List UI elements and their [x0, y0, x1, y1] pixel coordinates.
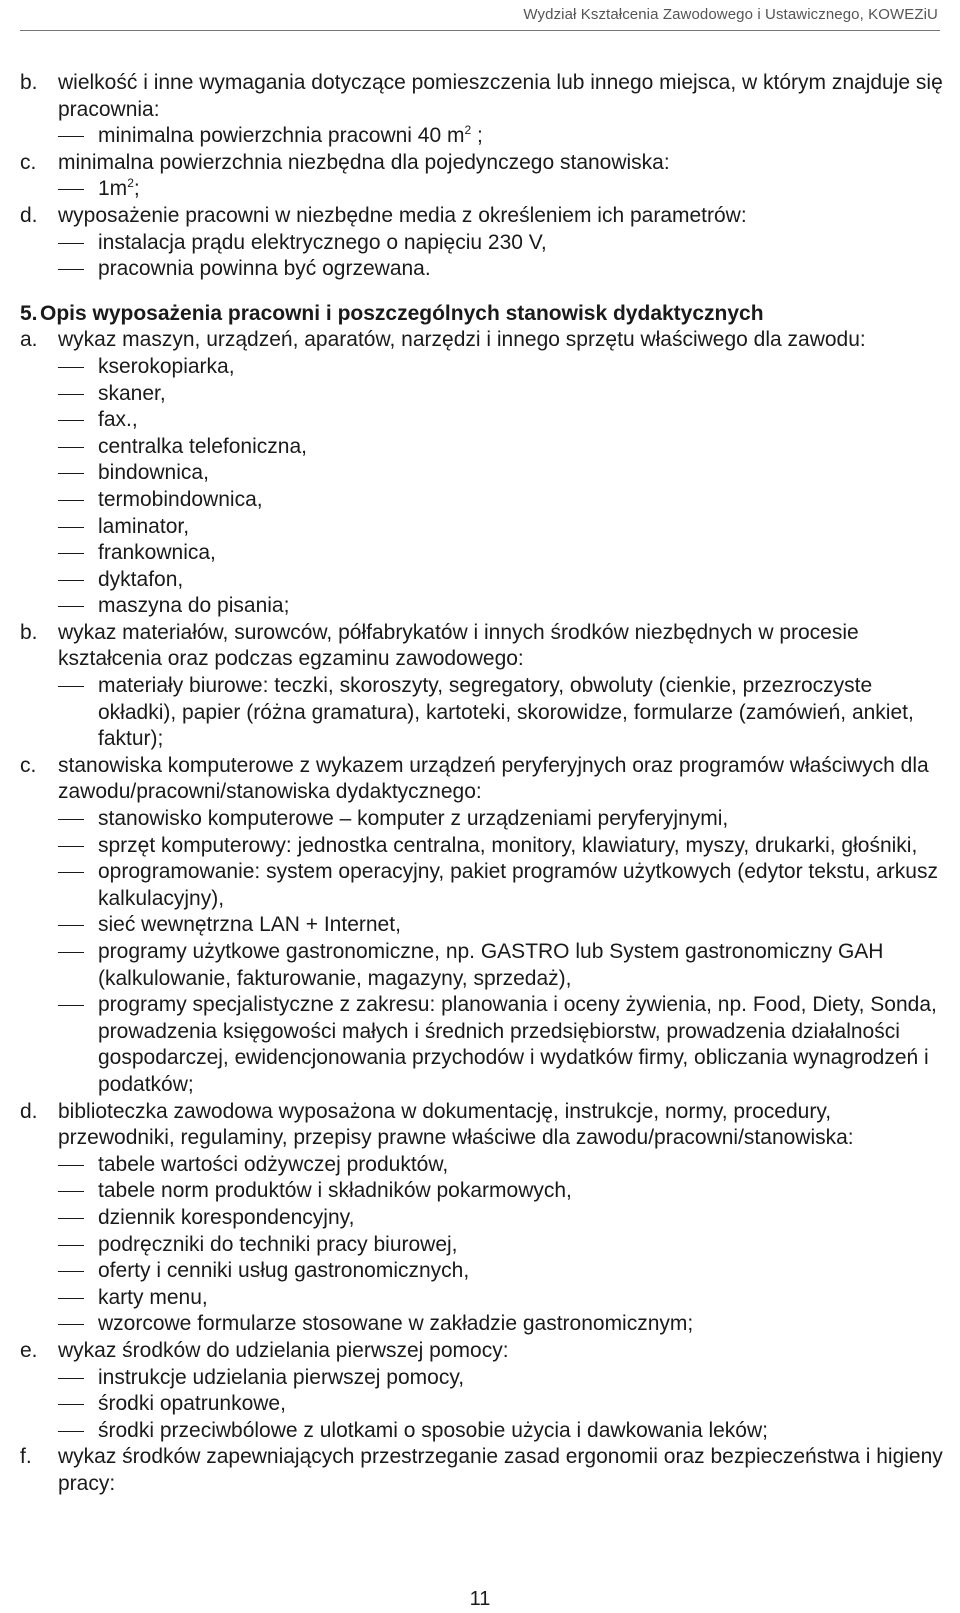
dash-bullet	[58, 269, 84, 270]
item-text: wykaz maszyn, urządzeń, aparatów, narzędzi i innego sprzętu właściwego dla zawodu:	[58, 328, 866, 352]
dash-list-item	[20, 381, 950, 408]
dash-bullet	[58, 527, 84, 528]
dash-bullet	[58, 686, 84, 687]
dash-bullet	[58, 580, 84, 581]
dash-item-text: termobindownica,	[98, 487, 263, 511]
dash-item-text: sieć wewnętrzna LAN + Internet,	[98, 913, 401, 937]
item-text: wyposażenie pracowni w niezbędne media z określeniem ich parametrów:	[58, 203, 747, 227]
dash-item-text: fax.,	[98, 408, 138, 432]
dash-list-item	[20, 1232, 950, 1259]
lettered-item	[20, 1338, 950, 1365]
dash-list-item	[20, 256, 950, 283]
dash-bullet	[58, 1191, 84, 1192]
dash-list-item	[20, 123, 950, 150]
dash-item-text: środki przeciwbólowe z ulotkami o sposobie użycia i dawkowania leków;	[98, 1418, 768, 1442]
superscript: 2	[464, 123, 472, 138]
dash-list-item	[20, 1205, 950, 1232]
page-number: 11	[469, 1588, 491, 1610]
dash-bullet	[58, 553, 84, 554]
dash-item-text: programy użytkowe gastronomiczne, np. GASTRO lub System gastronomiczny GAH (kalkulowanie, fakturowanie, magazyny, sprzedaż),	[98, 940, 884, 990]
dash-bullet	[58, 606, 84, 607]
dash-item-text: dziennik korespondencyjny,	[98, 1205, 355, 1229]
dash-item-text: dyktafon,	[98, 567, 184, 591]
dash-list-item	[20, 407, 950, 434]
dash-bullet	[58, 447, 84, 448]
dash-bullet	[58, 1404, 84, 1405]
dash-item-text: minimalna powierzchnia pracowni 40 $m^2$ ;	[98, 123, 483, 148]
item-text: wykaz środków zapewniających przestrzeganie zasad ergonomii oraz bezpieczeństwa i higieny pracy:	[58, 1445, 943, 1495]
dash-item-text: wzorcowe formularze stosowane w zakładzie gastronomicznym;	[98, 1312, 694, 1336]
dash-item-text: centralka telefoniczna,	[98, 434, 307, 458]
item-text: wykaz materiałów, surowców, półfabrykatów i innych środków niezbędnych w procesie kształcenia oraz podczas egzaminu zawodowego:	[58, 620, 859, 671]
dash-list-item	[20, 593, 950, 620]
dash-bullet	[58, 1005, 84, 1006]
dash-bullet	[58, 846, 84, 847]
dash-bullet	[58, 925, 84, 926]
dash-list-item	[20, 859, 950, 912]
dash-bullet	[58, 1324, 84, 1325]
dash-bullet	[58, 1378, 84, 1379]
dash-item-text: stanowisko komputerowe – komputer z urządzeniami peryferyjnymi,	[98, 807, 729, 831]
dash-list-item	[20, 540, 950, 567]
item-marker: d.	[20, 1099, 38, 1123]
dash-bullet	[58, 473, 84, 474]
item-text: stanowiska komputerowe z wykazem urządzeń peryferyjnych oraz programów właściwych dla zawodu/pracowni/stanowiska dydaktycznego:	[58, 753, 929, 804]
lettered-item	[20, 620, 950, 673]
dash-item-text: sprzęt komputerowy: jednostka centralna, monitory, klawiatury, myszy, drukarki, głośniki,	[98, 833, 918, 857]
dash-list-item	[20, 833, 950, 860]
dash-bullet	[58, 1271, 84, 1272]
document-body	[20, 70, 950, 1497]
dash-bullet	[58, 1245, 84, 1246]
dash-item-text: skaner,	[98, 381, 166, 405]
dash-bullet	[58, 1431, 84, 1432]
dash-item-text: środki opatrunkowe,	[98, 1392, 286, 1416]
dash-bullet	[58, 1298, 84, 1299]
dash-item-text: bindownica,	[98, 461, 209, 485]
dash-list-item	[20, 1178, 950, 1205]
dash-list-item	[20, 806, 950, 833]
lettered-item	[20, 753, 950, 806]
lettered-item	[20, 1099, 950, 1152]
lettered-item	[20, 203, 950, 230]
item-marker: a.	[20, 328, 38, 352]
dash-item-text: oferty i cenniki usług gastronomicznych,	[98, 1259, 470, 1283]
item-text: biblioteczka zawodowa wyposażona w dokumentację, instrukcje, normy, procedury, przewodniki, regulaminy, przepisy prawne właściwe dla zawodu/pracowni/stanowiska:	[58, 1099, 854, 1150]
superscript: 2	[127, 176, 134, 191]
item-marker: c.	[20, 753, 37, 777]
dash-item-text: $1m^2$;	[98, 176, 140, 201]
lettered-item	[20, 327, 950, 354]
lettered-item	[20, 70, 950, 123]
running-header: Wydział Kształcenia Zawodowego i Ustawicznego, KOWEZiU	[523, 6, 938, 23]
dash-bullet	[58, 243, 84, 244]
dash-bullet	[58, 872, 84, 873]
dash-bullet	[58, 1218, 84, 1219]
dash-bullet	[58, 819, 84, 820]
item-text: minimalna powierzchnia niezbędna dla pojedynczego stanowiska:	[58, 150, 670, 174]
item-text: Opis wyposażenia pracowni i poszczególnych stanowisk dydaktycznych	[40, 301, 764, 325]
dash-item-text: instalacja prądu elektrycznego o napięciu 230 V,	[98, 230, 547, 254]
dash-list-item	[20, 1285, 950, 1312]
item-marker: c.	[20, 150, 37, 174]
dash-list-item	[20, 460, 950, 487]
item-marker: b.	[20, 71, 38, 94]
dash-bullet	[58, 394, 84, 395]
dash-list-item	[20, 176, 950, 203]
item-marker: b.	[20, 620, 38, 644]
item-text: wielkość i inne wymagania dotyczące pomieszczenia lub innego miejsca, w którym znajduje się pracownia:	[58, 71, 943, 121]
dash-list-item	[20, 939, 950, 992]
dash-bullet	[58, 1165, 84, 1166]
dash-item-text: podręczniki do techniki pracy biurowej,	[98, 1232, 458, 1256]
header-rule	[20, 30, 940, 31]
dash-list-item	[20, 1391, 950, 1418]
dash-list-item	[20, 912, 950, 939]
dash-item-text: programy specjalistyczne z zakresu: planowania i oceny żywienia, np. Food, Diety, Sonda, prowadzenia księgowości małych i średnich przedsiębiorstw, prowadzenia działalności gospodarczej, ewidencjonowania przychodów i wydatków firmy, obliczania wynagrodzeń i podatków;	[98, 993, 937, 1096]
dash-item-text: laminator,	[98, 514, 190, 538]
lettered-item	[20, 150, 950, 177]
dash-list-item	[20, 514, 950, 541]
dash-bullet	[58, 367, 84, 368]
dash-list-item	[20, 487, 950, 514]
dash-item-text: karty menu,	[98, 1285, 208, 1309]
dash-item-text: oprogramowanie: system operacyjny, pakiet programów użytkowych (edytor tekstu, arkusz kalkulacyjny),	[98, 860, 938, 910]
dash-list-item	[20, 1311, 950, 1338]
dash-list-item	[20, 1152, 950, 1179]
dash-list-item	[20, 1365, 950, 1392]
dash-list-item	[20, 1418, 950, 1445]
dash-item-text: materiały biurowe: teczki, skoroszyty, segregatory, obwoluty (cienkie, przezroczyste okładki), papier (różna gramatura), kartoteki, skorowidze, formularze (zamówień, ankiet, faktur);	[98, 674, 914, 751]
dash-list-item	[20, 434, 950, 461]
dash-item-text: kserokopiarka,	[98, 354, 235, 378]
dash-bullet	[58, 952, 84, 953]
dash-bullet	[58, 420, 84, 421]
dash-list-item	[20, 567, 950, 594]
dash-list-item	[20, 230, 950, 257]
dash-item-text: tabele wartości odżywczej produktów,	[98, 1152, 449, 1176]
lettered-item	[20, 1444, 950, 1497]
dash-item-text: instrukcje udzielania pierwszej pomocy,	[98, 1365, 465, 1389]
dash-list-item	[20, 1258, 950, 1285]
item-marker: e.	[20, 1338, 38, 1362]
dash-list-item	[20, 354, 950, 381]
dash-item-text: tabele norm produktów i składników pokarmowych,	[98, 1179, 572, 1203]
dash-list-item	[20, 673, 950, 753]
dash-bullet	[58, 500, 84, 501]
dash-bullet	[58, 136, 84, 137]
item-marker: d.	[20, 203, 38, 227]
item-text: wykaz środków do udzielania pierwszej pomocy:	[58, 1338, 509, 1362]
dash-bullet	[58, 189, 84, 190]
item-marker: f.	[20, 1445, 32, 1469]
dash-item-text: frankownica,	[98, 541, 216, 565]
dash-item-text: pracownia powinna być ogrzewana.	[98, 257, 431, 281]
dash-list-item	[20, 992, 950, 1098]
dash-item-text: maszyna do pisania;	[98, 594, 290, 618]
item-marker: 5.	[20, 301, 38, 325]
section-heading	[20, 301, 950, 328]
